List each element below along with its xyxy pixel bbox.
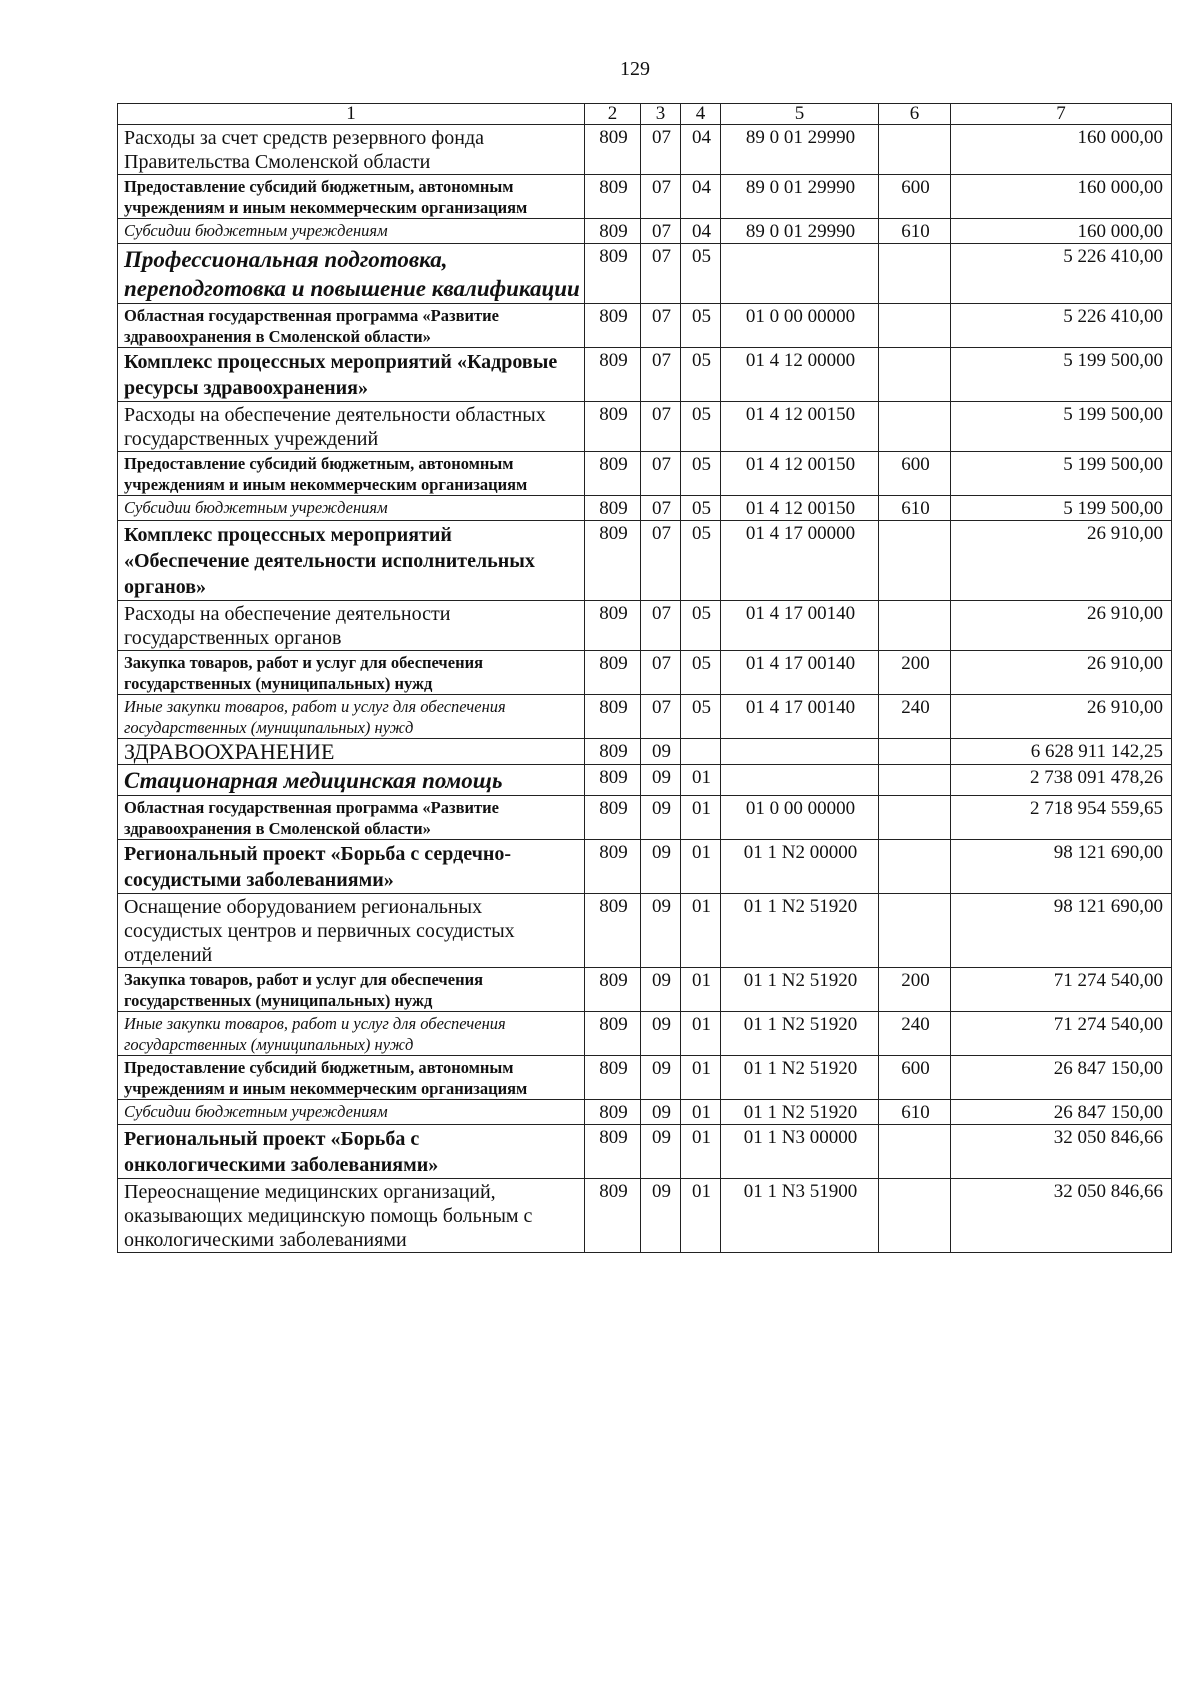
ministry-code: 809 <box>585 1056 641 1100</box>
table-row <box>118 968 1172 1012</box>
ministry-code: 809 <box>585 840 641 894</box>
table-row <box>118 651 1172 695</box>
subsection-code: 01 <box>681 1100 721 1125</box>
ministry-code: 809 <box>585 765 641 796</box>
ministry-code: 809 <box>585 968 641 1012</box>
amount: 160 000,00 <box>951 175 1172 219</box>
target-article-code: 01 4 12 00000 <box>721 348 879 402</box>
target-article-code: 01 1 N2 51920 <box>721 1056 879 1100</box>
expense-type-code <box>879 1179 951 1253</box>
section-code: 09 <box>641 765 681 796</box>
ministry-code: 809 <box>585 601 641 651</box>
ministry-code: 809 <box>585 219 641 244</box>
column-header: 6 <box>879 104 951 125</box>
expense-name: Закупка товаров, работ и услуг для обеспечения государственных (муниципальных) нужд <box>118 968 585 1012</box>
expense-type-code: 600 <box>879 1056 951 1100</box>
ministry-code: 809 <box>585 244 641 304</box>
target-article-code: 01 1 N3 51900 <box>721 1179 879 1253</box>
section-code: 07 <box>641 125 681 175</box>
expense-type-code <box>879 840 951 894</box>
expense-type-code <box>879 348 951 402</box>
ministry-code: 809 <box>585 1125 641 1179</box>
amount: 160 000,00 <box>951 125 1172 175</box>
amount: 26 910,00 <box>951 695 1172 739</box>
amount: 5 199 500,00 <box>951 452 1172 496</box>
expense-type-code: 240 <box>879 695 951 739</box>
ministry-code: 809 <box>585 651 641 695</box>
page-number: 129 <box>620 58 650 80</box>
table-header-row <box>118 104 1172 125</box>
amount: 160 000,00 <box>951 219 1172 244</box>
table-row <box>118 894 1172 968</box>
subsection-code: 05 <box>681 348 721 402</box>
expense-type-code: 610 <box>879 219 951 244</box>
expense-name: Предоставление субсидий бюджетным, автономным учреждениям и иным некоммерческим организациям <box>118 452 585 496</box>
table-row <box>118 521 1172 601</box>
section-code: 07 <box>641 175 681 219</box>
column-header: 1 <box>118 104 585 125</box>
expense-name: Субсидии бюджетным учреждениям <box>118 1100 585 1125</box>
target-article-code <box>721 244 879 304</box>
target-article-code: 01 1 N3 00000 <box>721 1125 879 1179</box>
expense-type-code <box>879 521 951 601</box>
table-row <box>118 765 1172 796</box>
ministry-code: 809 <box>585 348 641 402</box>
subsection-code: 05 <box>681 402 721 452</box>
amount: 71 274 540,00 <box>951 1012 1172 1056</box>
expense-type-code <box>879 304 951 348</box>
expense-name: Комплекс процессных мероприятий «Кадровые ресурсы здравоохранения» <box>118 348 585 402</box>
target-article-code: 89 0 01 29990 <box>721 219 879 244</box>
amount: 2 718 954 559,65 <box>951 796 1172 840</box>
expense-name: Оснащение оборудованием региональных сосудистых центров и первичных сосудистых отделений <box>118 894 585 968</box>
expense-type-code <box>879 739 951 765</box>
ministry-code: 809 <box>585 796 641 840</box>
target-article-code: 01 4 17 00140 <box>721 651 879 695</box>
table-row <box>118 452 1172 496</box>
expense-name: Иные закупки товаров, работ и услуг для обеспечения государственных (муниципальных) нужд <box>118 1012 585 1056</box>
target-article-code: 01 4 17 00140 <box>721 601 879 651</box>
target-article-code: 01 0 00 00000 <box>721 304 879 348</box>
amount: 26 847 150,00 <box>951 1100 1172 1125</box>
amount: 6 628 911 142,25 <box>951 739 1172 765</box>
subsection-code: 01 <box>681 1179 721 1253</box>
subsection-code: 01 <box>681 894 721 968</box>
table-row <box>118 496 1172 521</box>
expense-name: ЗДРАВООХРАНЕНИЕ <box>118 739 585 765</box>
table-row <box>118 1100 1172 1125</box>
expense-type-code <box>879 796 951 840</box>
target-article-code: 01 1 N2 51920 <box>721 1012 879 1056</box>
column-header: 3 <box>641 104 681 125</box>
subsection-code: 01 <box>681 840 721 894</box>
expense-type-code: 610 <box>879 1100 951 1125</box>
amount: 26 847 150,00 <box>951 1056 1172 1100</box>
subsection-code: 01 <box>681 1012 721 1056</box>
table-row <box>118 244 1172 304</box>
expense-name: Региональный проект «Борьба с онкологическими заболеваниями» <box>118 1125 585 1179</box>
section-code: 09 <box>641 894 681 968</box>
table-row <box>118 840 1172 894</box>
ministry-code: 809 <box>585 452 641 496</box>
subsection-code: 05 <box>681 304 721 348</box>
target-article-code: 89 0 01 29990 <box>721 175 879 219</box>
table-row <box>118 796 1172 840</box>
subsection-code: 05 <box>681 496 721 521</box>
subsection-code: 01 <box>681 1125 721 1179</box>
expense-type-code: 240 <box>879 1012 951 1056</box>
subsection-code: 01 <box>681 1056 721 1100</box>
section-code: 07 <box>641 496 681 521</box>
subsection-code: 05 <box>681 651 721 695</box>
target-article-code: 01 4 12 00150 <box>721 496 879 521</box>
section-code: 07 <box>641 348 681 402</box>
ministry-code: 809 <box>585 175 641 219</box>
ministry-code: 809 <box>585 496 641 521</box>
subsection-code: 04 <box>681 175 721 219</box>
expense-name: Иные закупки товаров, работ и услуг для обеспечения государственных (муниципальных) нужд <box>118 695 585 739</box>
amount: 98 121 690,00 <box>951 894 1172 968</box>
budget-table <box>117 103 1172 1253</box>
expense-type-code <box>879 402 951 452</box>
expense-type-code: 200 <box>879 968 951 1012</box>
amount: 5 226 410,00 <box>951 304 1172 348</box>
expense-name: Закупка товаров, работ и услуг для обеспечения государственных (муниципальных) нужд <box>118 651 585 695</box>
expense-type-code <box>879 894 951 968</box>
expense-type-code <box>879 601 951 651</box>
amount: 5 199 500,00 <box>951 348 1172 402</box>
expense-name: Стационарная медицинская помощь <box>118 765 585 796</box>
subsection-code: 05 <box>681 452 721 496</box>
expense-name: Переоснащение медицинских организаций, оказывающих медицинскую помощь больным с онкологическими заболеваниями <box>118 1179 585 1253</box>
ministry-code: 809 <box>585 894 641 968</box>
ministry-code: 809 <box>585 739 641 765</box>
column-header: 5 <box>721 104 879 125</box>
ministry-code: 809 <box>585 1100 641 1125</box>
section-code: 09 <box>641 1100 681 1125</box>
subsection-code: 05 <box>681 521 721 601</box>
section-code: 07 <box>641 402 681 452</box>
ministry-code: 809 <box>585 695 641 739</box>
target-article-code: 01 1 N2 00000 <box>721 840 879 894</box>
section-code: 09 <box>641 1012 681 1056</box>
target-article-code <box>721 739 879 765</box>
expense-type-code: 200 <box>879 651 951 695</box>
amount: 2 738 091 478,26 <box>951 765 1172 796</box>
subsection-code: 01 <box>681 796 721 840</box>
target-article-code: 01 4 17 00140 <box>721 695 879 739</box>
section-code: 07 <box>641 219 681 244</box>
target-article-code: 01 1 N2 51920 <box>721 1100 879 1125</box>
section-code: 09 <box>641 840 681 894</box>
ministry-code: 809 <box>585 125 641 175</box>
table-row <box>118 739 1172 765</box>
table-row <box>118 1056 1172 1100</box>
section-code: 09 <box>641 796 681 840</box>
subsection-code: 05 <box>681 695 721 739</box>
expense-name: Расходы на обеспечение деятельности государственных органов <box>118 601 585 651</box>
table-row <box>118 125 1172 175</box>
subsection-code: 05 <box>681 244 721 304</box>
ministry-code: 809 <box>585 521 641 601</box>
column-header: 4 <box>681 104 721 125</box>
target-article-code: 01 4 12 00150 <box>721 452 879 496</box>
subsection-code <box>681 739 721 765</box>
expense-type-code: 600 <box>879 175 951 219</box>
section-code: 09 <box>641 1125 681 1179</box>
section-code: 09 <box>641 739 681 765</box>
section-code: 09 <box>641 1179 681 1253</box>
target-article-code: 01 1 N2 51920 <box>721 894 879 968</box>
amount: 32 050 846,66 <box>951 1125 1172 1179</box>
expense-name: Расходы на обеспечение деятельности областных государственных учреждений <box>118 402 585 452</box>
expense-name: Профессиональная подготовка, переподготовка и повышение квалификации <box>118 244 585 304</box>
section-code: 09 <box>641 1056 681 1100</box>
section-code: 07 <box>641 244 681 304</box>
table-row <box>118 1125 1172 1179</box>
section-code: 07 <box>641 452 681 496</box>
expense-name: Субсидии бюджетным учреждениям <box>118 496 585 521</box>
section-code: 07 <box>641 521 681 601</box>
ministry-code: 809 <box>585 402 641 452</box>
amount: 5 199 500,00 <box>951 402 1172 452</box>
table-row <box>118 175 1172 219</box>
amount: 98 121 690,00 <box>951 840 1172 894</box>
amount: 5 226 410,00 <box>951 244 1172 304</box>
subsection-code: 04 <box>681 219 721 244</box>
expense-type-code: 600 <box>879 452 951 496</box>
table-row <box>118 601 1172 651</box>
section-code: 07 <box>641 304 681 348</box>
expense-name: Областная государственная программа «Развитие здравоохранения в Смоленской области» <box>118 796 585 840</box>
expense-name: Субсидии бюджетным учреждениям <box>118 219 585 244</box>
ministry-code: 809 <box>585 1012 641 1056</box>
amount: 26 910,00 <box>951 521 1172 601</box>
column-header: 7 <box>951 104 1172 125</box>
section-code: 07 <box>641 695 681 739</box>
table-row <box>118 695 1172 739</box>
amount: 26 910,00 <box>951 651 1172 695</box>
target-article-code: 01 0 00 00000 <box>721 796 879 840</box>
column-header: 2 <box>585 104 641 125</box>
amount: 32 050 846,66 <box>951 1179 1172 1253</box>
subsection-code: 01 <box>681 765 721 796</box>
table-row <box>118 219 1172 244</box>
expense-name: Областная государственная программа «Развитие здравоохранения в Смоленской области» <box>118 304 585 348</box>
expense-type-code <box>879 244 951 304</box>
section-code: 07 <box>641 601 681 651</box>
table-row <box>118 1012 1172 1056</box>
table-row <box>118 304 1172 348</box>
target-article-code: 01 1 N2 51920 <box>721 968 879 1012</box>
target-article-code: 01 4 12 00150 <box>721 402 879 452</box>
expense-type-code <box>879 765 951 796</box>
amount: 5 199 500,00 <box>951 496 1172 521</box>
section-code: 07 <box>641 651 681 695</box>
amount: 26 910,00 <box>951 601 1172 651</box>
target-article-code <box>721 765 879 796</box>
expense-name: Предоставление субсидий бюджетным, автономным учреждениям и иным некоммерческим организациям <box>118 1056 585 1100</box>
expense-name: Расходы за счет средств резервного фонда Правительства Смоленской области <box>118 125 585 175</box>
table-row <box>118 1179 1172 1253</box>
expense-type-code <box>879 125 951 175</box>
ministry-code: 809 <box>585 304 641 348</box>
expense-name: Региональный проект «Борьба с сердечно-сосудистыми заболеваниями» <box>118 840 585 894</box>
section-code: 09 <box>641 968 681 1012</box>
table-row <box>118 402 1172 452</box>
subsection-code: 04 <box>681 125 721 175</box>
expense-type-code <box>879 1125 951 1179</box>
subsection-code: 05 <box>681 601 721 651</box>
table-row <box>118 348 1172 402</box>
expense-type-code: 610 <box>879 496 951 521</box>
expense-name: Комплекс процессных мероприятий «Обеспечение деятельности исполнительных органов» <box>118 521 585 601</box>
target-article-code: 89 0 01 29990 <box>721 125 879 175</box>
subsection-code: 01 <box>681 968 721 1012</box>
target-article-code: 01 4 17 00000 <box>721 521 879 601</box>
ministry-code: 809 <box>585 1179 641 1253</box>
expense-name: Предоставление субсидий бюджетным, автономным учреждениям и иным некоммерческим организациям <box>118 175 585 219</box>
amount: 71 274 540,00 <box>951 968 1172 1012</box>
